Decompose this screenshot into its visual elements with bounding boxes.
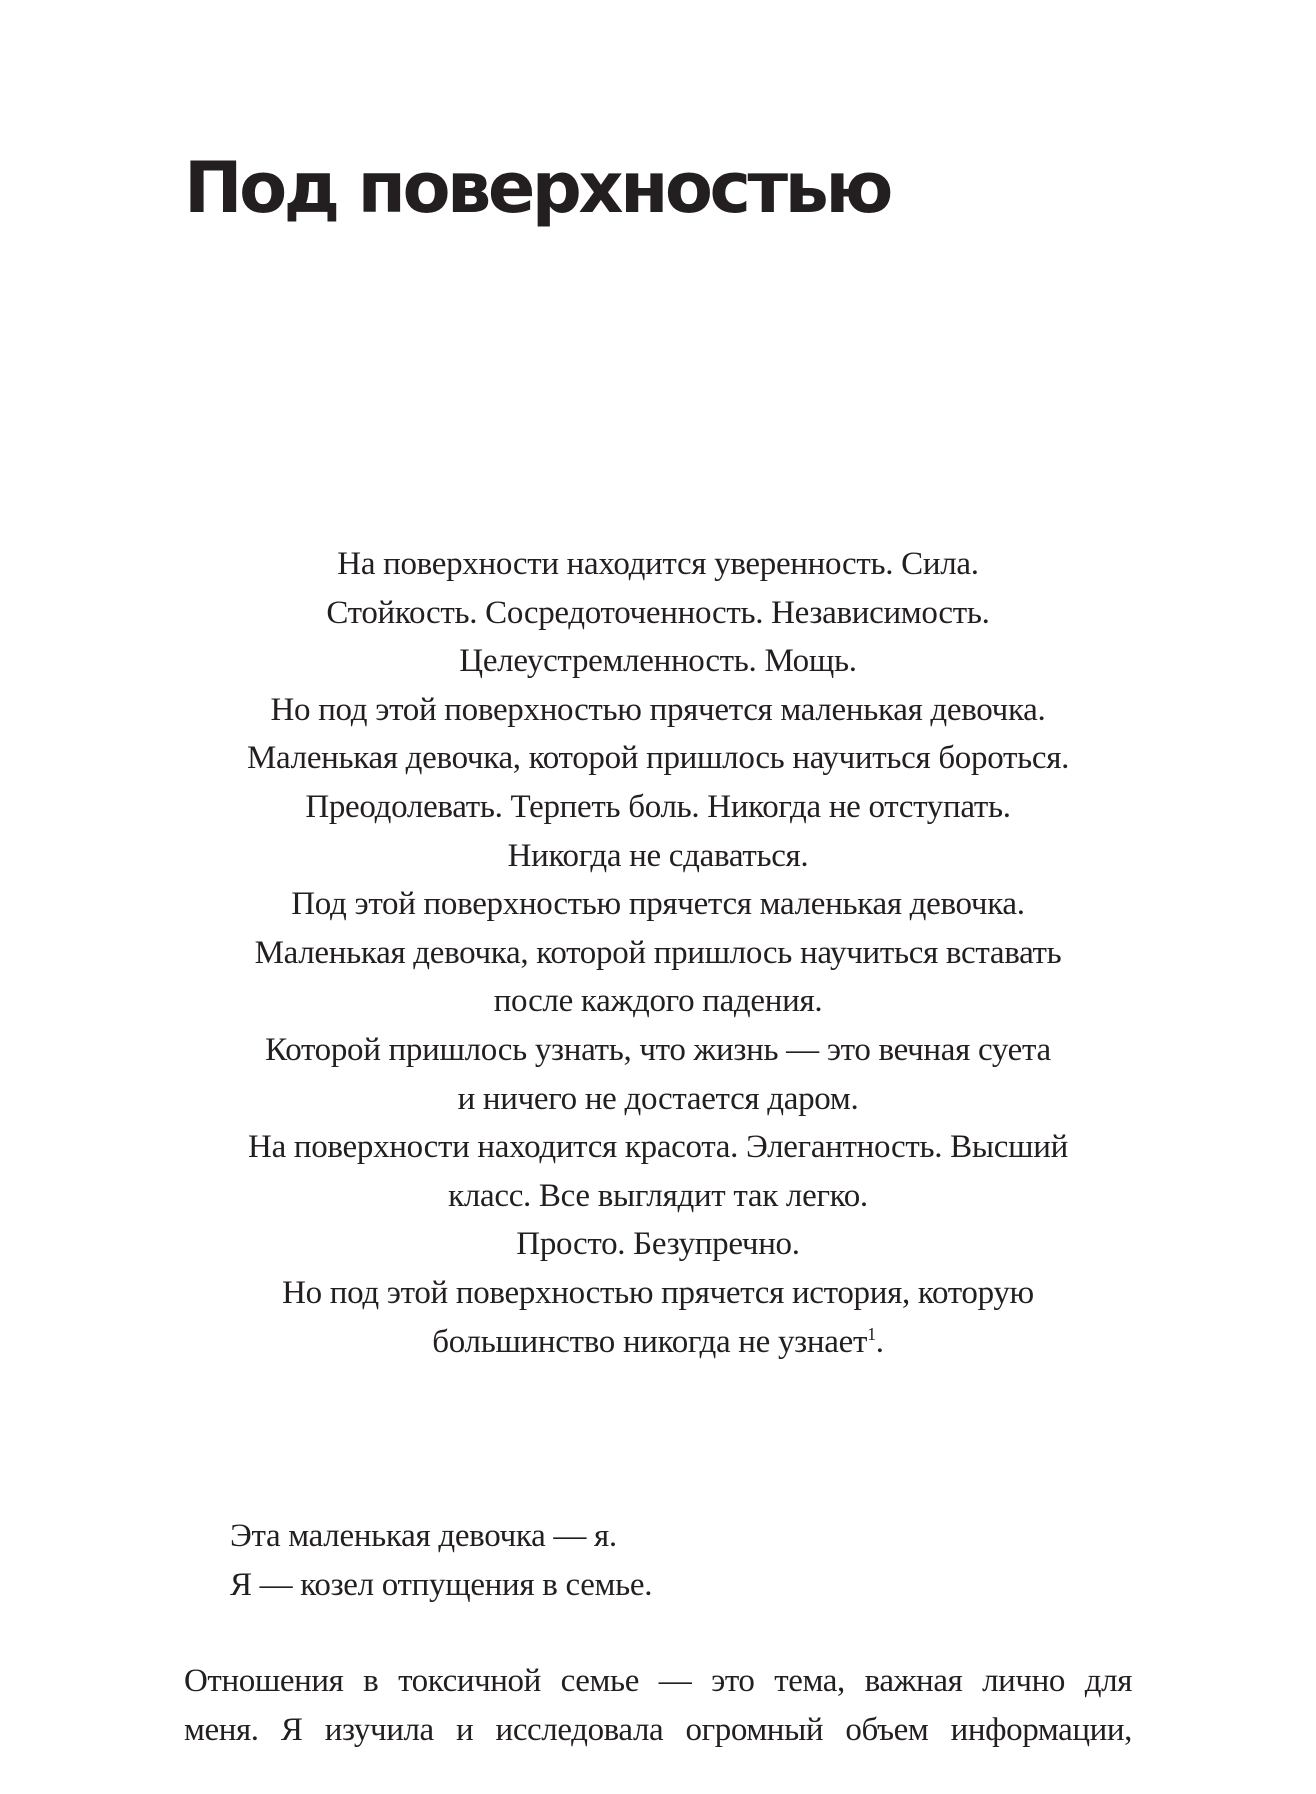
- epigraph-line: На поверхности находится красота. Элегантность. Высший: [248, 1129, 1068, 1166]
- dialogue-block: [230, 1512, 652, 1610]
- epigraph-line: Маленькая девочка, которой пришлось научиться вставать: [254, 934, 1062, 971]
- epigraph-line: Никогда не сдаваться.: [507, 837, 809, 874]
- epigraph-line: после каждого падения.: [493, 983, 823, 1020]
- epigraph-line-text: большинство никогда не узнает: [432, 1323, 868, 1360]
- epigraph-line: Но под этой поверхностью прячется маленькая девочка.: [270, 691, 1046, 728]
- body-paragraph: [184, 1657, 1132, 1755]
- epigraph-final-period: .: [875, 1323, 884, 1360]
- epigraph-line: Стойкость. Сосредоточенность. Независимость.: [326, 594, 990, 631]
- epigraph-line: Просто. Безупречно.: [516, 1226, 800, 1263]
- epigraph-line: класс. Все выглядит так легко.: [448, 1177, 868, 1214]
- dialogue-line: Я — козел отпущения в семье.: [230, 1567, 653, 1603]
- epigraph-line: Но под этой поверхностью прячется история, которую: [282, 1274, 1034, 1311]
- epigraph-line: и ничего не достается даром.: [457, 1080, 859, 1117]
- epigraph-last-line: [0, 1318, 1316, 1367]
- chapter-title: Под поверхностью: [184, 147, 890, 229]
- dialogue-line: Эта маленькая девочка — я.: [230, 1518, 617, 1554]
- epigraph-line: Под этой поверхностью прячется маленькая девочка.: [291, 886, 1025, 923]
- footnote-reference[interactable]: 1: [867, 1323, 876, 1344]
- paragraph-line: меня. Я изучила и исследовала огромный объем информации,: [184, 1712, 1132, 1748]
- epigraph-line: Преодолевать. Терпеть боль. Никогда не отступать.: [305, 788, 1011, 825]
- epigraph-line: Целеустремленность. Мощь.: [459, 643, 857, 680]
- paragraph-line: Отношения в токсичной семье — это тема, важная лично для: [184, 1663, 1132, 1699]
- epigraph-poem: [0, 540, 1316, 1366]
- epigraph-line: На поверхности находится уверенность. Сила.: [337, 546, 979, 582]
- epigraph-line: Которой пришлось узнать, что жизнь — это вечная суета: [265, 1031, 1051, 1068]
- epigraph-line: Маленькая девочка, которой пришлось научиться бороться.: [246, 740, 1070, 777]
